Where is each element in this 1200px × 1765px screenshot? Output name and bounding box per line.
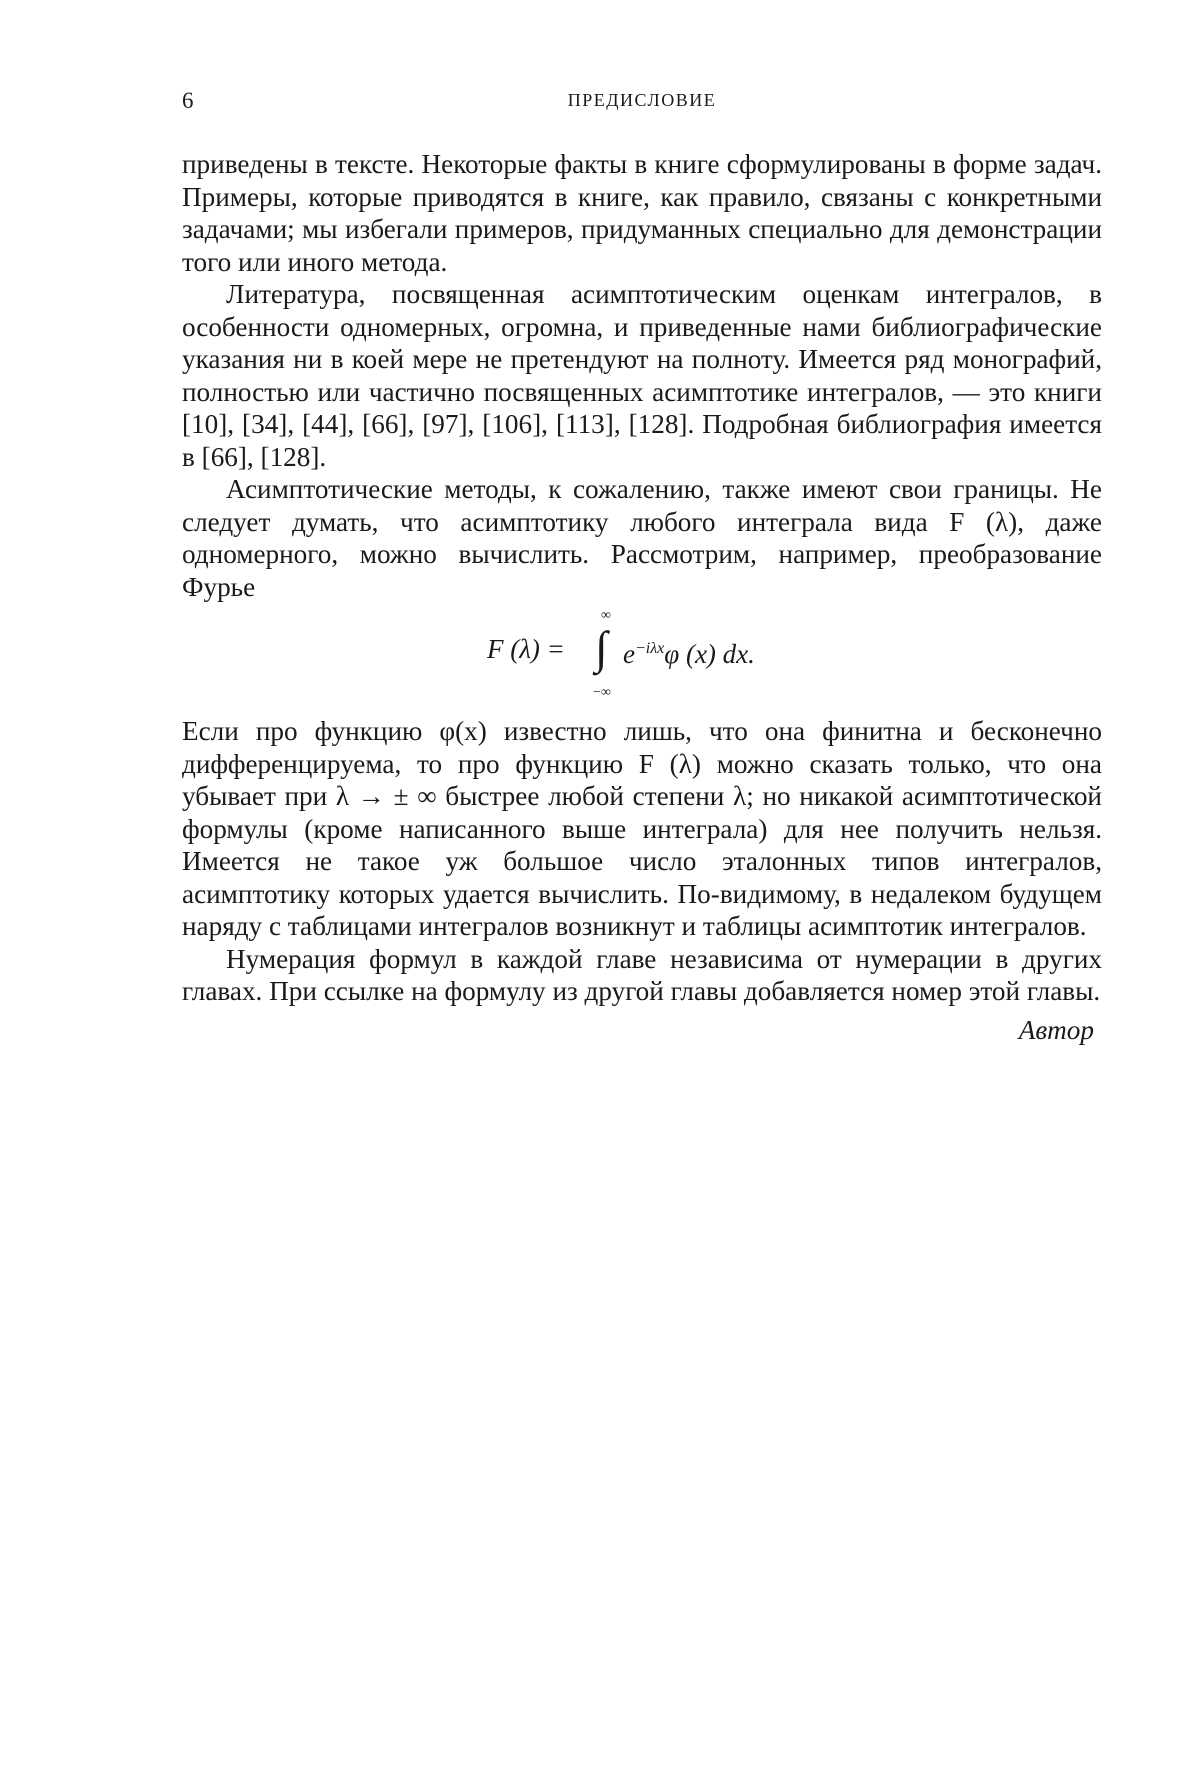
integral-lower-limit: −∞ — [593, 685, 611, 700]
paragraph-2: Литература, посвященная асимптотическим оценкам интегралов, в особенности одномерных, огромна, и приведенные нами библиографические указания ни в коей мере не претендуют на полноту. Имеется ряд монографий, полностью или частично посвященных асимптотике интегралов, — это книги [10], [34], [44], [66], [97], [106], [113], [128]. Подробная библиография имеется в [66], [128]. — [182, 279, 1102, 472]
paragraph-1: приведены в тексте. Некоторые факты в книге сформулированы в форме задач. Примеры, которые приводятся в книге, как правило, связаны с конкретными задачами; мы избегали примеров, придуманных специально для демонстрации того или иного метода. — [182, 149, 1102, 277]
page-number: 6 — [182, 88, 194, 113]
formula-exponent: −iλx — [634, 640, 665, 657]
paragraph-3: Асимптотические методы, к сожалению, также имеют свои границы. Не следует думать, что асимптотику любого интеграла вида F (λ), даже одномерного, можно вычислить. Рассмотрим, например, преобразование Фурье — [182, 474, 1102, 602]
paragraph-4: Если про функцию φ(x) известно лишь, что она финитна и бесконечно дифференцируема, то про функцию F (λ) можно сказать только, что она убывает при λ → ± ∞ быстрее любой степени λ; но никакой асимптотической формулы (кроме написанного выше интеграла) для нее получить нельзя. Имеется не такое уж большое число эталонных типов интегралов, асимптотику которых удается вычислить. По-видимому, в недалеком будущем наряду с таблицами интегралов возникнут и таблицы асимптотик интегралов. — [182, 716, 1102, 941]
paragraph-5: Нумерация формул в каждой главе независима от нумерации в других главах. При ссылке на формулу из другой главы добавляется номер этой главы. — [182, 943, 1102, 1006]
running-head — [182, 88, 1102, 118]
body-text — [182, 148, 1102, 1046]
formula-lhs: F (λ) = — [487, 634, 565, 664]
book-page — [182, 0, 1102, 1765]
integral-upper-limit: ∞ — [601, 608, 611, 623]
fourier-formula — [182, 603, 1102, 715]
signature: Автор — [1018, 1014, 1094, 1045]
integral-sign: ∫ — [595, 622, 608, 673]
chapter-title: ПРЕДИСЛОВИЕ — [567, 90, 717, 110]
formula-integrand: $e^{-i\lambda x}\varphi$ (x) dx. — [623, 639, 755, 669]
